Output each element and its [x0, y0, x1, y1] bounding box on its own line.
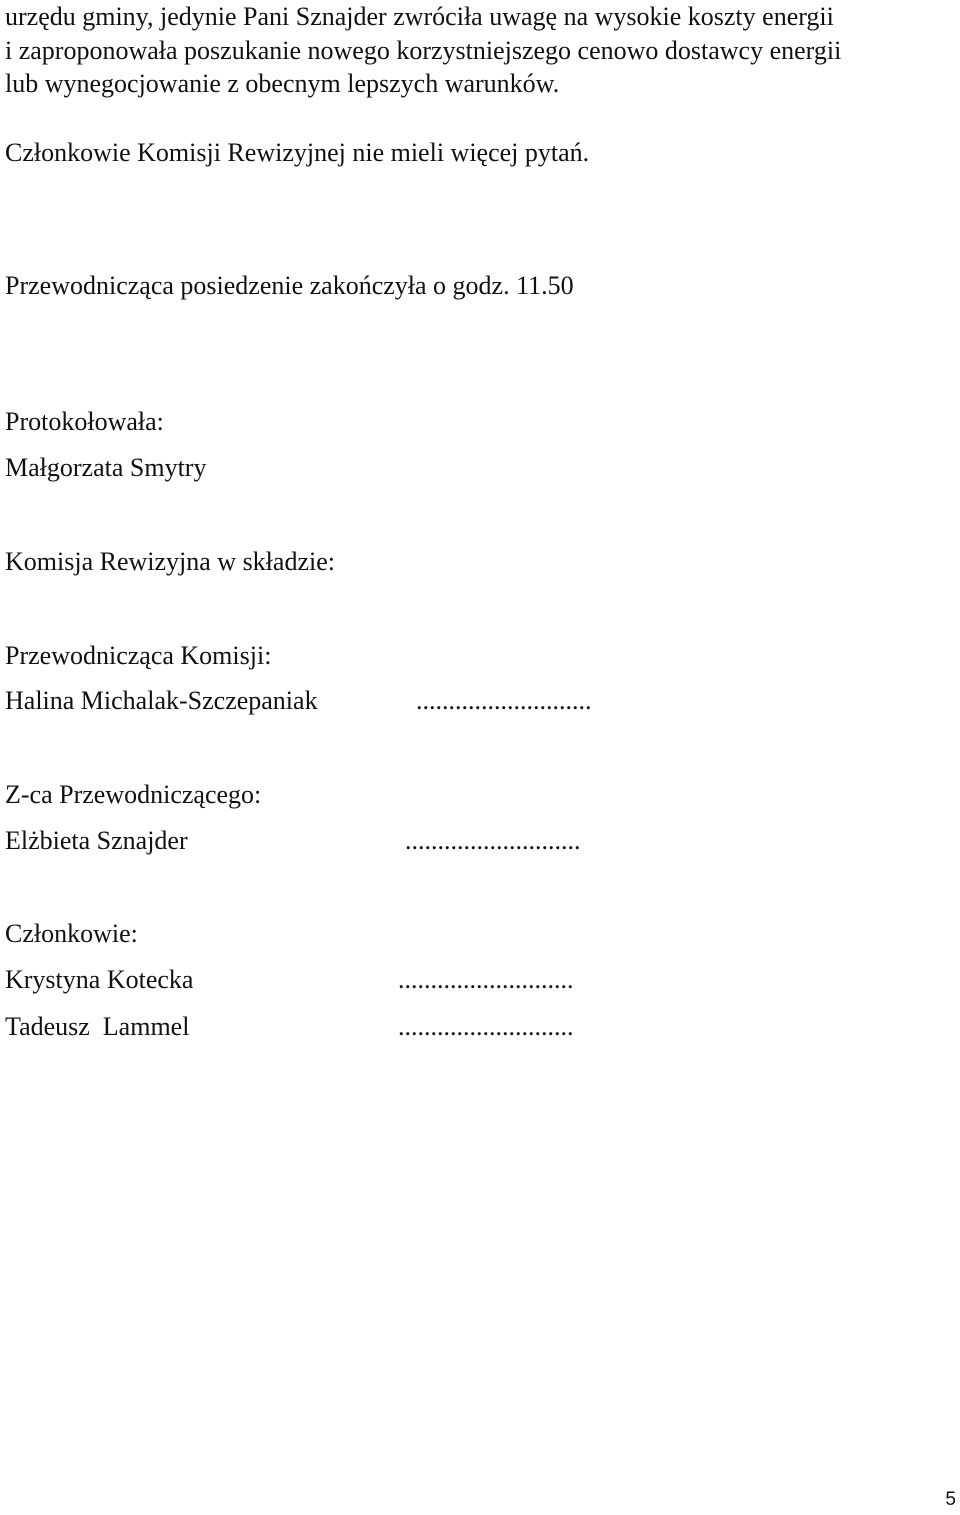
deputy-name: Elżbieta Sznajder — [5, 826, 188, 855]
member-name: Tadeusz Lammel — [5, 1012, 190, 1041]
paragraph-line: lub wynegocjowanie z obecnym lepszych warunków. — [5, 69, 560, 98]
member-signature-line: ........................... — [398, 965, 574, 994]
page-number: 5 — [945, 1489, 956, 1510]
chair-role: Przewodnicząca Komisji: — [5, 641, 272, 670]
paragraph-line: i zaproponowała poszukanie nowego korzystniejszego cenowo dostawcy energii — [5, 36, 842, 65]
chair-signature-line: ........................... — [416, 686, 592, 715]
closing-text: Przewodnicząca posiedzenie zakończyła o godz. 11.50 — [5, 271, 574, 300]
chair-name: Halina Michalak-Szczepaniak — [5, 686, 318, 715]
no-more-questions-text: Członkowie Komisji Rewizyjnej nie mieli więcej pytań. — [5, 138, 590, 167]
committee-heading: Komisja Rewizyjna w składzie: — [5, 547, 335, 576]
minutes-name: Małgorzata Smytry — [5, 453, 207, 482]
deputy-signature-line: ........................... — [405, 826, 581, 855]
members-label: Członkowie: — [5, 919, 138, 948]
paragraph-line: urzędu gminy, jedynie Pani Sznajder zwróciła uwagę na wysokie koszty energii — [5, 2, 834, 31]
member-name: Krystyna Kotecka — [5, 965, 194, 994]
member-signature-line: ........................... — [398, 1012, 574, 1041]
deputy-role: Z-ca Przewodniczącego: — [5, 780, 262, 809]
minutes-label: Protokołowała: — [5, 407, 164, 436]
